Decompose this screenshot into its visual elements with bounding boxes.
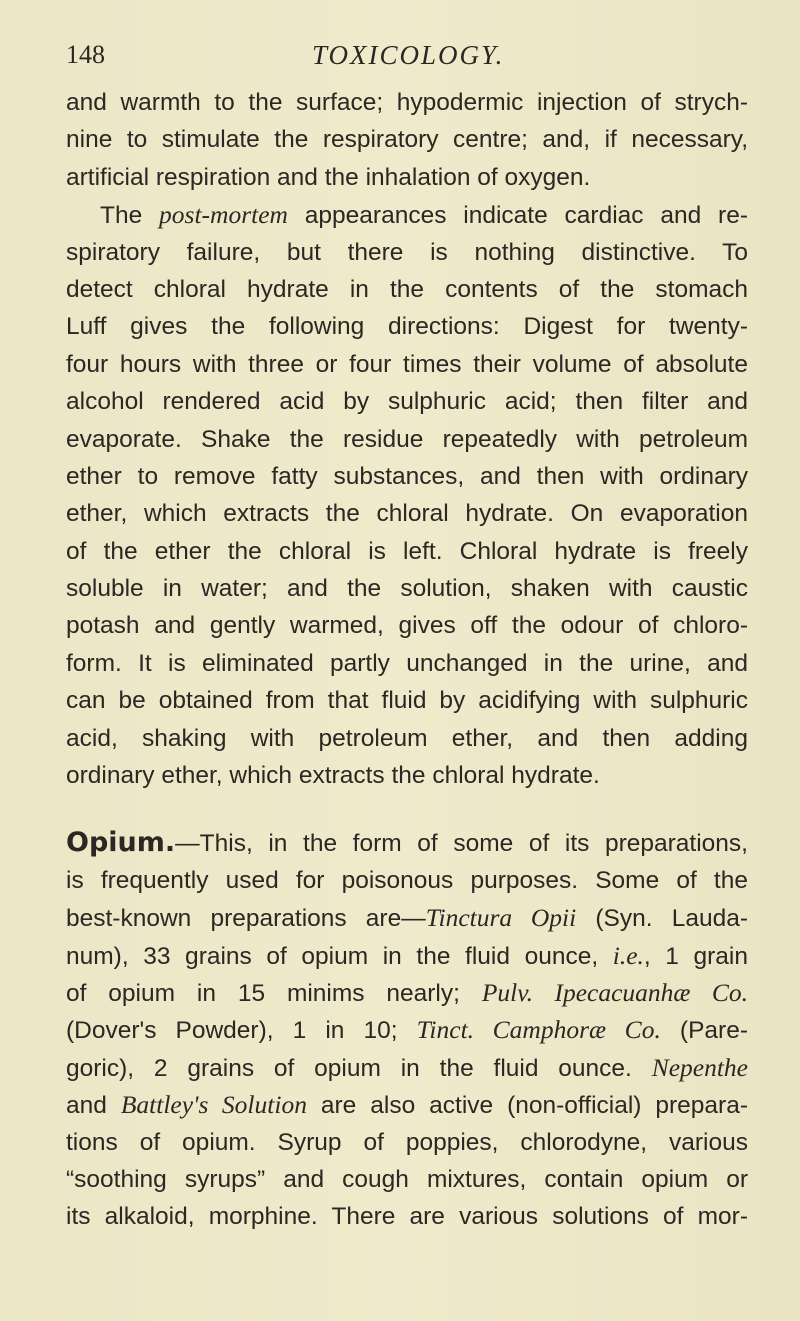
text-line: ether, which extracts the chloral hydrate. On evaporation [66,500,748,528]
text-line [66,1086,748,1123]
text-run: —This, in the form of some of its preparations, [175,830,748,858]
text-line: artificial respiration and the inhalation of oxygen. [66,163,591,191]
text-line: detect chloral hydrate in the contents of the stomach [66,275,748,303]
text-run: (Syn. Lauda- [576,905,748,933]
text-line [66,1049,748,1086]
running-title: TOXICOLOGY. [312,40,505,70]
text-line [66,974,748,1011]
text-line: acid, shaking with petroleum ether, and then adding [66,724,748,752]
text-line: potash and gently warmed, gives off the odour of chloro- [66,612,748,640]
page-header [66,40,746,80]
text-run: , 1 grain [643,942,748,970]
text-run: best-known preparations are— [66,905,426,933]
text-line [66,196,748,233]
text-run: num), 33 grains of opium in the fluid ounce, [66,942,613,970]
text-line: of the ether the chloral is left. Chloral hydrate is freely [66,537,748,565]
text-line: soluble in water; and the solution, shaken with caustic [66,575,748,603]
text-run: of opium in 15 minims nearly; [66,979,482,1007]
text-run: goric), 2 grains of opium in the fluid ounce. [66,1054,652,1082]
text-line [66,824,748,861]
text-line: “soothing syrups” and cough mixtures, contain opium or [66,1165,748,1193]
text-run: The [100,202,160,230]
text-line: nine to stimulate the respiratory centre; and, if necessary, [66,126,748,154]
text-line: its alkaloid, morphine. There are various solutions of mor- [66,1203,748,1231]
italic-term: Nepenthe [651,1052,748,1082]
italic-term: Battley's Solution [120,1090,307,1120]
body-text [66,84,748,1236]
text-line: evaporate. Shake the residue repeatedly with petroleum [66,425,748,453]
text-line: four hours with three or four times their volume of absolute [66,350,748,378]
italic-term: i.e. [612,940,644,970]
text-line: spiratory failure, but there is nothing distinctive. To [66,238,748,266]
text-line: tions of opium. Syrup of poppies, chlorodyne, various [66,1128,748,1156]
text-line: ordinary ether, which extracts the chloral hydrate. [66,762,600,790]
italic-term: post-mortem [159,200,288,230]
text-run: (Pare- [660,1017,748,1045]
text-line: Luff gives the following directions: Digest for twenty- [66,313,748,341]
section-heading-opium: Opium. [66,827,176,859]
text-line: is frequently used for poisonous purposes. Some of the [66,866,748,894]
italic-term: Tinctura Opii [425,903,577,933]
text-line: can be obtained from that fluid by acidifying with sulphuric [66,687,748,715]
text-line: alcohol rendered acid by sulphuric acid; then filter and [66,388,748,416]
text-run: and [66,1092,121,1120]
text-line [66,899,748,936]
text-run: are also active (non-official) prepara- [306,1092,748,1120]
text-line [66,937,748,974]
text-line: form. It is eliminated partly unchanged in the urine, and [66,649,748,677]
text-line: ether to remove fatty substances, and then with ordinary [66,462,748,490]
italic-term: Tinct. Camphoræ Co. [416,1015,661,1045]
paragraph-gap [66,794,748,824]
text-line [66,1011,748,1048]
page-number: 148 [66,40,105,69]
text-run: appearances indicate cardiac and re- [287,202,748,230]
text-line: and warmth to the surface; hypodermic injection of strych- [66,89,748,116]
italic-term: Pulv. Ipecacuanhæ Co. [481,977,748,1007]
text-run: (Dover's Powder), 1 in 10; [66,1017,417,1045]
